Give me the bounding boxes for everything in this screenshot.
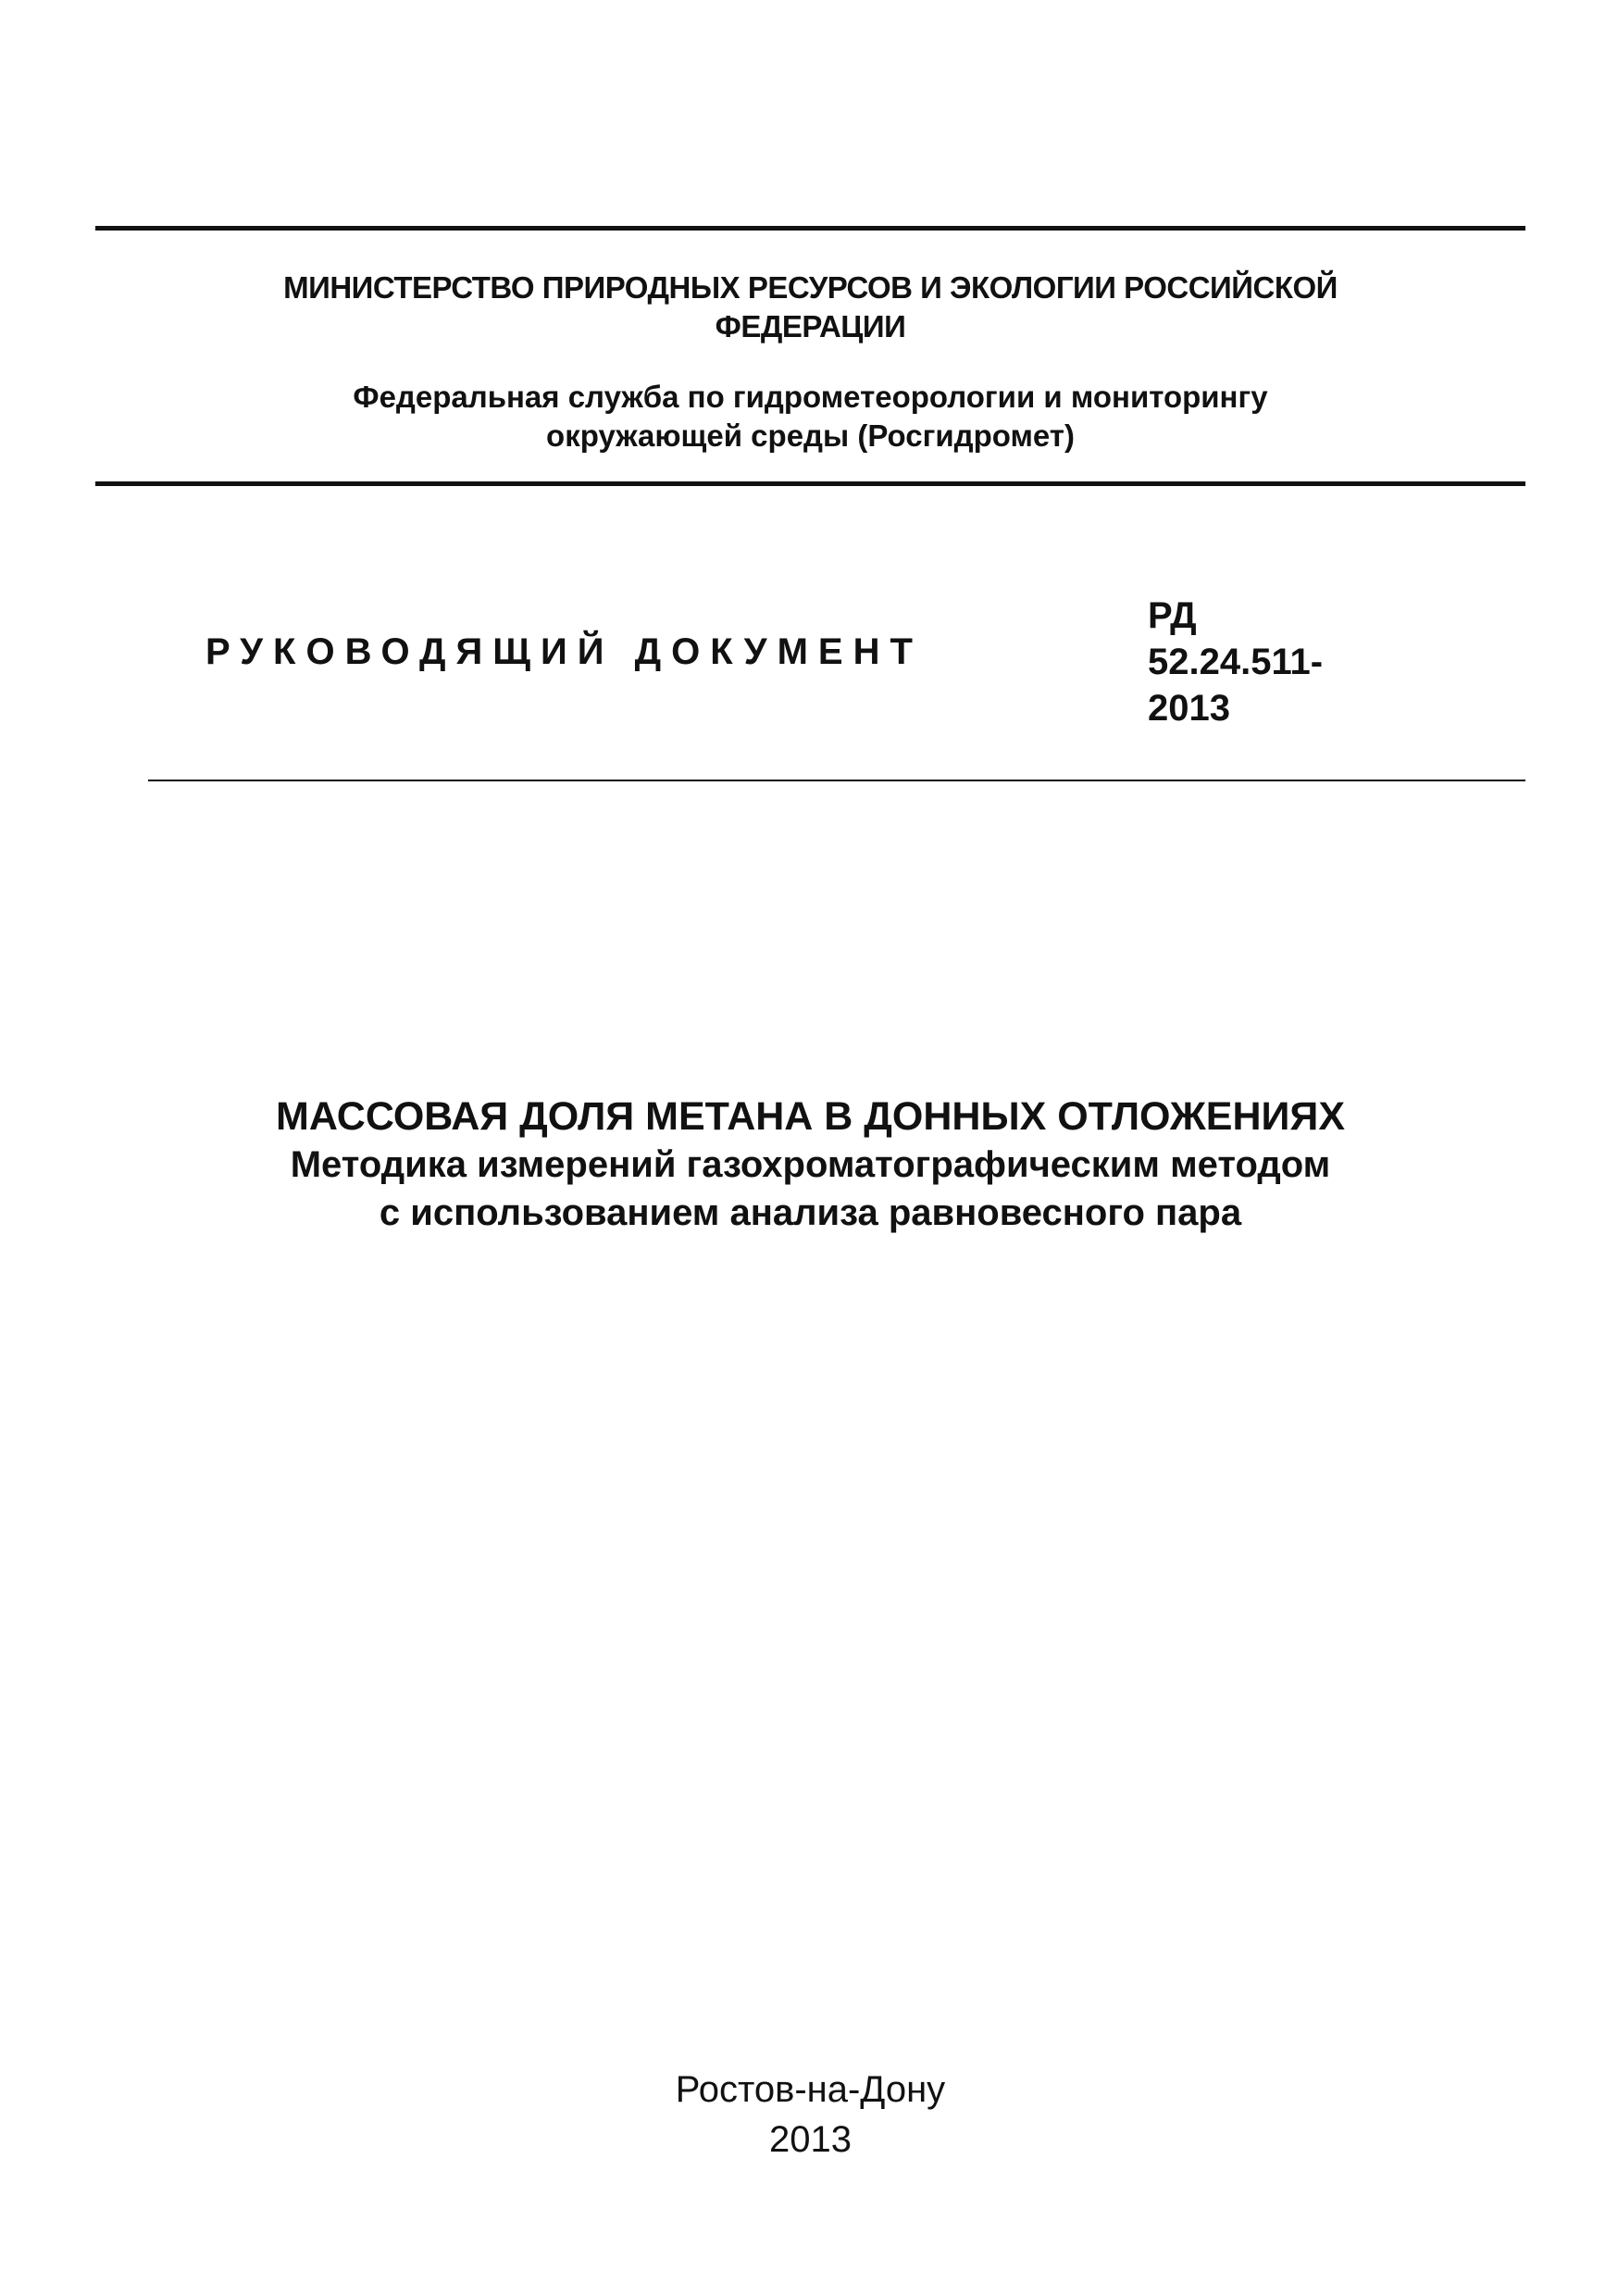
document-code	[1148, 593, 1323, 731]
imprint	[95, 2065, 1525, 2165]
service-line-2: окружающей среды (Росгидромет)	[546, 418, 1075, 453]
service-heading	[95, 378, 1525, 455]
document-type-label: РУКОВОДЯЩИЙ ДОКУМЕНТ	[205, 631, 923, 672]
document-title	[95, 1092, 1525, 1237]
title-sub-line-1: Методика измерений газохроматографическим методом	[290, 1144, 1331, 1185]
document-code-line-3: 2013	[1148, 688, 1230, 729]
service-line-1: Федеральная служба по гидрометеорологии и мониторингу	[353, 380, 1268, 414]
middle-rule	[95, 481, 1525, 486]
ministry-line-1: МИНИСТЕРСТВО ПРИРОДНЫХ РЕСУРСОВ И ЭКОЛОГИИ РОССИЙСКОЙ	[283, 270, 1338, 305]
imprint-city: Ростов-на-Дону	[675, 2069, 946, 2110]
title-main: МАССОВАЯ ДОЛЯ МЕТАНА В ДОННЫХ ОТЛОЖЕНИЯХ	[276, 1094, 1345, 1139]
imprint-year: 2013	[769, 2119, 852, 2160]
title-sub-line-2: с использованием анализа равновесного пара	[379, 1192, 1242, 1233]
ministry-line-2: ФЕДЕРАЦИИ	[715, 309, 906, 343]
top-rule	[95, 226, 1525, 231]
ministry-heading	[95, 268, 1525, 346]
document-code-line-1: РД	[1148, 595, 1197, 636]
document-code-line-2: 52.24.511-	[1148, 642, 1324, 682]
thin-rule	[148, 780, 1525, 781]
